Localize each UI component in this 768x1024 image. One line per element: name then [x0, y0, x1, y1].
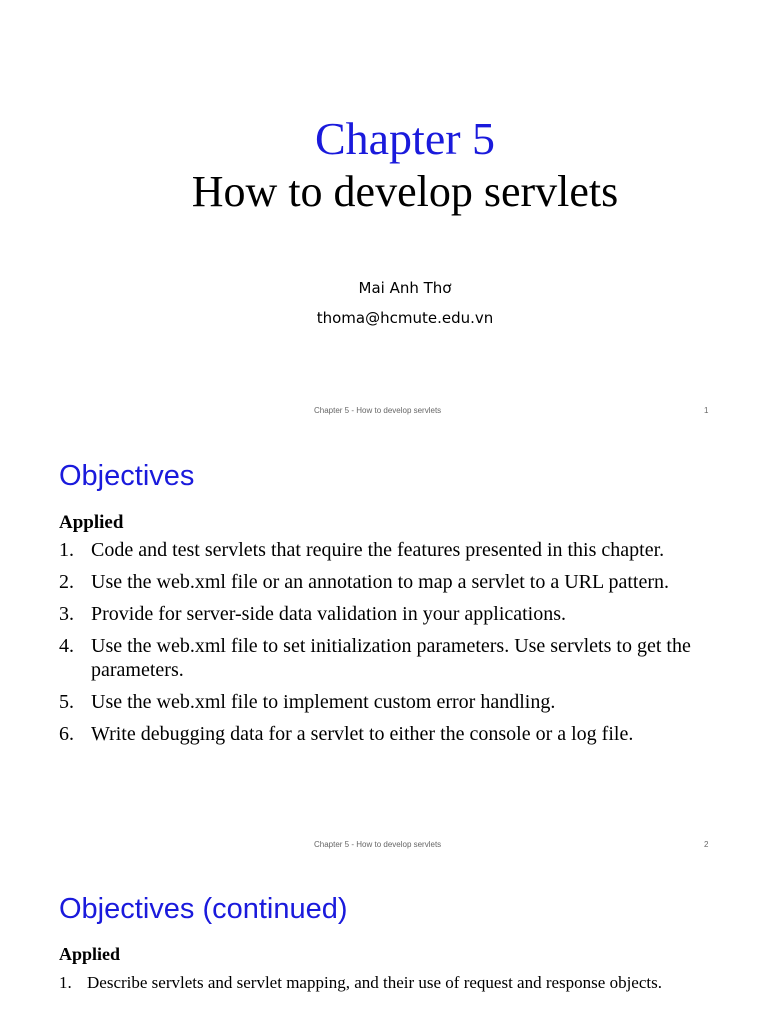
objectives-list — [59, 538, 719, 754]
slide-3 — [0, 868, 768, 1024]
list-item: 2. Use the web.xml file or an annotation to map a servlet to a URL pattern. — [59, 571, 669, 593]
list-item: 3. Provide for server-side data validation in your applications. — [59, 603, 567, 625]
list-item: 5. Use the web.xml file to implement custom error handling. — [59, 691, 556, 713]
section-label: Applied — [59, 512, 124, 533]
objectives-list — [59, 972, 719, 1002]
section-label: Applied — [59, 944, 121, 964]
slide-1 — [0, 0, 768, 434]
page-number: 1 — [704, 406, 709, 415]
page-number: 2 — [704, 840, 709, 849]
chapter-title: Chapter 5 — [314, 113, 496, 164]
slide-2 — [0, 434, 768, 868]
list-item: 4. Use the web.xml file to set initialization parameters. Use servlets to get the parameters. — [59, 635, 691, 681]
slide-subtitle: How to develop servlets — [191, 167, 619, 216]
slide-heading: Objectives (continued) — [59, 893, 348, 925]
list-item: 1. Describe servlets and servlet mapping, and their use of request and response objects. — [59, 973, 662, 992]
footer-title: Chapter 5 - How to develop servlets — [314, 406, 442, 415]
slide-heading: Objectives — [59, 460, 195, 492]
list-item: 1. Code and test servlets that require the features presented in this chapter. — [59, 539, 665, 561]
author-name: Mai Anh Thơ — [358, 279, 452, 297]
footer-title: Chapter 5 - How to develop servlets — [314, 840, 442, 849]
list-item: 6. Write debugging data for a servlet to either the console or a log file. — [59, 723, 634, 745]
author-email: thoma@hcmute.edu.vn — [316, 309, 494, 327]
